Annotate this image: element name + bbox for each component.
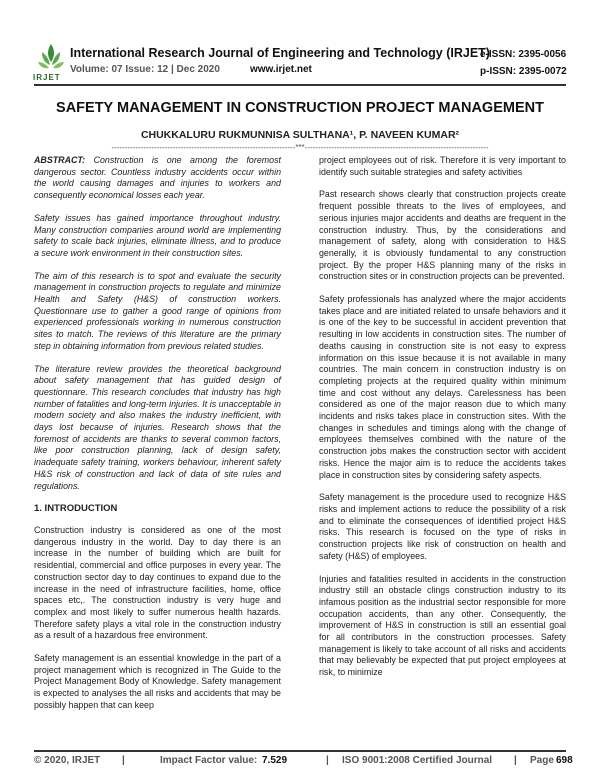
- footer-separator: |: [326, 755, 329, 766]
- journal-url[interactable]: www.irjet.net: [250, 64, 312, 75]
- abstract-paragraph-2: Safety issues has gained importance throughout industry. Many construction companies around world are implementing safety to scale back injuries, eliminate illness, and to produce a secure work environment in their construction sites.: [34, 212, 281, 258]
- footer-page-number: 698: [556, 755, 573, 766]
- separator-line: ---------------------------------------------------------------------***---------------------------------------------------------------------: [111, 143, 489, 152]
- right-column: [319, 155, 566, 690]
- p-issn: p-ISSN: 2395-0072: [480, 66, 567, 77]
- abstract-paragraph-3: The aim of this research is to spot and evaluate the security management in construction projects to regulate and minimize Health and Safety (H&S) of construction workers. Questionnare use to gather a good range of opinions from experienced professionals working in numerous construction sites to match. The reviews of this literature are the primary step in obtaining information from previous related studies.: [34, 270, 281, 351]
- footer-separator: |: [514, 755, 517, 766]
- abstract: [34, 155, 281, 492]
- journal-header: [0, 0, 600, 86]
- journal-title: International Research Journal of Engineering and Technology (IRJET): [70, 46, 490, 60]
- footer-impact-value: 7.529: [262, 755, 288, 766]
- body-paragraph-3: Safety professionals has analyzed where the major accidents takes place and are initiated related to unsafe behaviors and it is one of the key to be successful in accident prevention that resulting in low accidents in construction sites. The number of deaths causing in construction site is not easy to express information on this issue because it is not available in many countries. The main concern in construction industry is on completing projects at the required quality within minimum time and cost without any delays. Carelessness has been considered as one of the major reason due to which many incidents and risks takes place in construction sites. With the changes in schedules and timings along with the change of employees themselves combined with the nature of the construction jobs makes the construction sector with accident risks. Hence the major aim is to reduce the accidents takes place in construction sites by considering safety aspects.: [319, 294, 566, 480]
- body-paragraph-5: Injuries and fatalities resulted in accidents in the construction industry still an obstacle clings construction industry to its infamous position as the industrial sector responsible for more occupation accidents, than any other. Consequently, the improvement of H&S in construction is still an essential goal for all contributors in the construction processes. Safety management is likely to take account of all risks and accidents that may believably be expected that put project employees at risk, to minimize: [319, 573, 566, 678]
- abstract-text-1: Construction is one among the foremost dangerous sector. Countless industry accidents occur within the world causing damages and injuries to workers and consequently economical losses each year.: [34, 155, 281, 201]
- footer-copyright: © 2020, IRJET: [34, 755, 101, 766]
- footer-divider: [34, 750, 566, 752]
- abstract-paragraph-1: [34, 155, 281, 202]
- section-heading-introduction: 1. INTRODUCTION: [34, 503, 118, 515]
- footer-impact-label: Impact Factor value:: [160, 755, 258, 766]
- body-paragraph-1: project employees out of risk. Therefore it is very important to identify such suitable strategies and safety activities: [319, 155, 566, 177]
- intro-paragraph-1: Construction industry is considered as one of the most dangerous industry in the world. Day to day there is an increase in the number of building which are built for residential, commercial and office purposes in every year. The construction sector day to day continues to expand due to the increase in the need of infrastructure facilities, home, office spaces etc,. The construction industry is very huge and complex and most likely to suffer numerous health hazards. Therefore safety plays a vital role in the construction industry as a result of a hazardous free environment.: [34, 524, 281, 641]
- footer-iso: ISO 9001:2008 Certified Journal: [342, 755, 493, 766]
- intro-paragraph-2: Safety management is an essential knowledge in the part of a project management which is recognized in The Guide to the Project Management Body of Knowledge. Safety management is expected to analyses the all risks and accidents that may be possibly happen that can keep: [34, 653, 281, 710]
- volume-issue-line: [70, 64, 312, 75]
- logo-text: IRJET: [33, 73, 61, 82]
- abstract-paragraph-4: The literature review provides the theoretical background about safety management that has guided design of questionnare. This research concludes that industry has high number of fatalities and long-term injuries. It is unacceptable in modern society and also makes the industry inefficient, with days lost because of injuries. Research shows that the foremost of accidents are thanks to several common factors, like poor construction planning, lack of design safety, inadequate safety training, workers behaviour, inherent safety H&S risk of construction and lack of data of site rules and regulations.: [34, 363, 281, 491]
- body-paragraph-4: Safety management is the procedure used to recognize H&S risks and implement actions to reduce the possibility of a risk and to eliminate the consequences of identified project H&S risks. This research is focused on the type of risks in construction projects like risk of construction on health and safety (H&S) of employees.: [319, 492, 566, 561]
- paper-authors: CHUKKALURU RUKMUNNISA SULTHANA¹, P. NAVEEN KUMAR²: [140, 129, 460, 141]
- volume-issue: Volume: 07 Issue: 12 | Dec 2020: [70, 64, 220, 75]
- left-column: [34, 155, 281, 723]
- footer-separator: |: [122, 755, 125, 766]
- body-paragraph-2: Past research shows clearly that construction projects create frequent possible threats to the lives of employees, and serious injuries major accidents and deaths are frequent in the construction industry. Thus, by the considerations and management of safety, along with consideration to H&S generally, it is obviously fundamental to any construction project. By the proper H&S planning many of the risks in construction sites or in construction projects can be prevented.: [319, 189, 566, 282]
- abstract-label: ABSTRACT:: [34, 155, 86, 165]
- paper-title: SAFETY MANAGEMENT IN CONSTRUCTION PROJECT MANAGEMENT: [56, 100, 544, 116]
- footer-page-label: Page: [530, 755, 554, 766]
- header-divider: [34, 84, 566, 86]
- e-issn: e-ISSN: 2395-0056: [480, 49, 567, 60]
